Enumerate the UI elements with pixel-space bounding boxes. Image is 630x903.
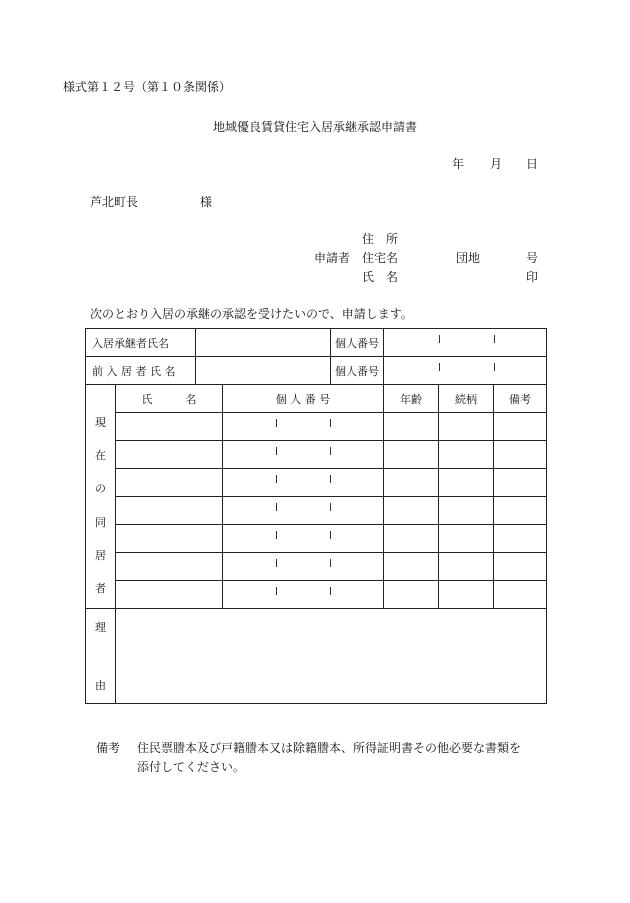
cohabitant-age-field[interactable] (384, 441, 439, 469)
reason-char: 理 (95, 621, 106, 634)
applicant-label: 申請者 (314, 251, 351, 265)
cohabitant-id-field[interactable] (223, 497, 384, 525)
cohabitant-remarks-field[interactable] (494, 553, 547, 581)
previous-name-field[interactable] (196, 357, 331, 385)
cohabitant-name-field[interactable] (116, 581, 223, 609)
cohabitant-char: 在 (95, 448, 106, 462)
application-table (85, 328, 547, 704)
cohabitant-remarks-field[interactable] (494, 441, 547, 469)
reason-field[interactable] (116, 609, 547, 704)
cohabitant-age-field[interactable] (384, 525, 439, 553)
cohabitant-age-field[interactable] (384, 497, 439, 525)
date-month: 月 (490, 157, 503, 171)
header-row (86, 385, 547, 413)
successor-label: 入居承継者氏名 (86, 329, 196, 357)
cohabitant-name-field[interactable] (116, 469, 223, 497)
cohabitant-remarks-field[interactable] (494, 497, 547, 525)
number-label: 号 (526, 251, 539, 265)
header-remarks: 備考 (494, 385, 547, 413)
addressee-name: 芦北町長 (90, 195, 139, 209)
addressee-honorific: 様 (200, 195, 213, 209)
cohabitant-relation-field[interactable] (439, 525, 494, 553)
intro-text: 次のとおり入居の承継の承認を受けたいので、申請します。 (90, 307, 413, 321)
cohabitant-relation-field[interactable] (439, 441, 494, 469)
header-id: 個 人 番 号 (223, 385, 384, 413)
cohabitant-id-field[interactable] (223, 525, 384, 553)
cohabitant-age-field[interactable] (384, 553, 439, 581)
cohabitant-age-field[interactable] (384, 413, 439, 441)
cohabitant-row (86, 413, 547, 441)
cohabitant-relation-field[interactable] (439, 497, 494, 525)
cohabitant-char: の (95, 482, 106, 496)
reason-label-cell (86, 609, 116, 704)
reason-row (86, 609, 547, 704)
cohabitant-char: 現 (95, 415, 106, 429)
header-relation: 続柄 (439, 385, 494, 413)
cohabitant-remarks-field[interactable] (494, 469, 547, 497)
cohabitant-name-field[interactable] (116, 497, 223, 525)
cohabitant-row (86, 525, 547, 553)
cohabitant-char: 者 (95, 582, 106, 596)
cohabitant-label-cell (86, 385, 116, 609)
cohabitant-name-field[interactable] (116, 553, 223, 581)
housing-label: 住宅名 (362, 251, 399, 265)
cohabitant-char: 居 (95, 548, 106, 562)
cohabitant-id-field[interactable] (223, 581, 384, 609)
page-title: 地域優良賃貸住宅入居承継承認申請書 (212, 120, 417, 134)
note-label: 備考 (96, 741, 121, 755)
successor-id-field[interactable] (384, 329, 547, 357)
cohabitant-remarks-field[interactable] (494, 581, 547, 609)
previous-id-label: 個人番号 (331, 357, 384, 385)
cohabitant-name-field[interactable] (116, 441, 223, 469)
cohabitant-id-field[interactable] (223, 441, 384, 469)
cohabitant-id-field[interactable] (223, 469, 384, 497)
cohabitant-name-field[interactable] (116, 413, 223, 441)
cohabitant-id-field[interactable] (223, 413, 384, 441)
date-day: 日 (526, 157, 539, 171)
complex-label: 団地 (456, 251, 481, 265)
cohabitant-age-field[interactable] (384, 469, 439, 497)
cohabitant-row (86, 497, 547, 525)
address-label: 住 所 (362, 232, 399, 246)
date-year: 年 (452, 157, 465, 171)
name-label: 氏 名 (362, 270, 399, 284)
cohabitant-row (86, 553, 547, 581)
cohabitant-age-field[interactable] (384, 581, 439, 609)
cohabitant-relation-field[interactable] (439, 553, 494, 581)
previous-id-field[interactable] (384, 357, 547, 385)
cohabitant-name-field[interactable] (116, 525, 223, 553)
previous-row (86, 357, 547, 385)
successor-row (86, 329, 547, 357)
cohabitant-relation-field[interactable] (439, 413, 494, 441)
note-line-1: 住民票謄本及び戸籍謄本又は除籍謄本、所得証明書その他必要な書類を (137, 741, 522, 755)
cohabitant-remarks-field[interactable] (494, 525, 547, 553)
cohabitant-row (86, 469, 547, 497)
cohabitant-relation-field[interactable] (439, 469, 494, 497)
note-line-2: 添付してください。 (137, 760, 246, 774)
cohabitant-relation-field[interactable] (439, 581, 494, 609)
cohabitant-row (86, 441, 547, 469)
successor-name-field[interactable] (196, 329, 331, 357)
cohabitant-remarks-field[interactable] (494, 413, 547, 441)
header-age: 年齢 (384, 385, 439, 413)
reason-char: 由 (95, 679, 106, 692)
cohabitant-row (86, 581, 547, 609)
successor-id-label: 個人番号 (331, 329, 384, 357)
header-name: 氏 名 (116, 385, 223, 413)
seal-label: 印 (526, 270, 539, 284)
form-number: 様式第１２号（第１０条関係） (63, 80, 232, 94)
cohabitant-char: 同 (95, 515, 106, 529)
cohabitant-id-field[interactable] (223, 553, 384, 581)
previous-label: 前 入 居 者 氏 名 (86, 357, 196, 385)
